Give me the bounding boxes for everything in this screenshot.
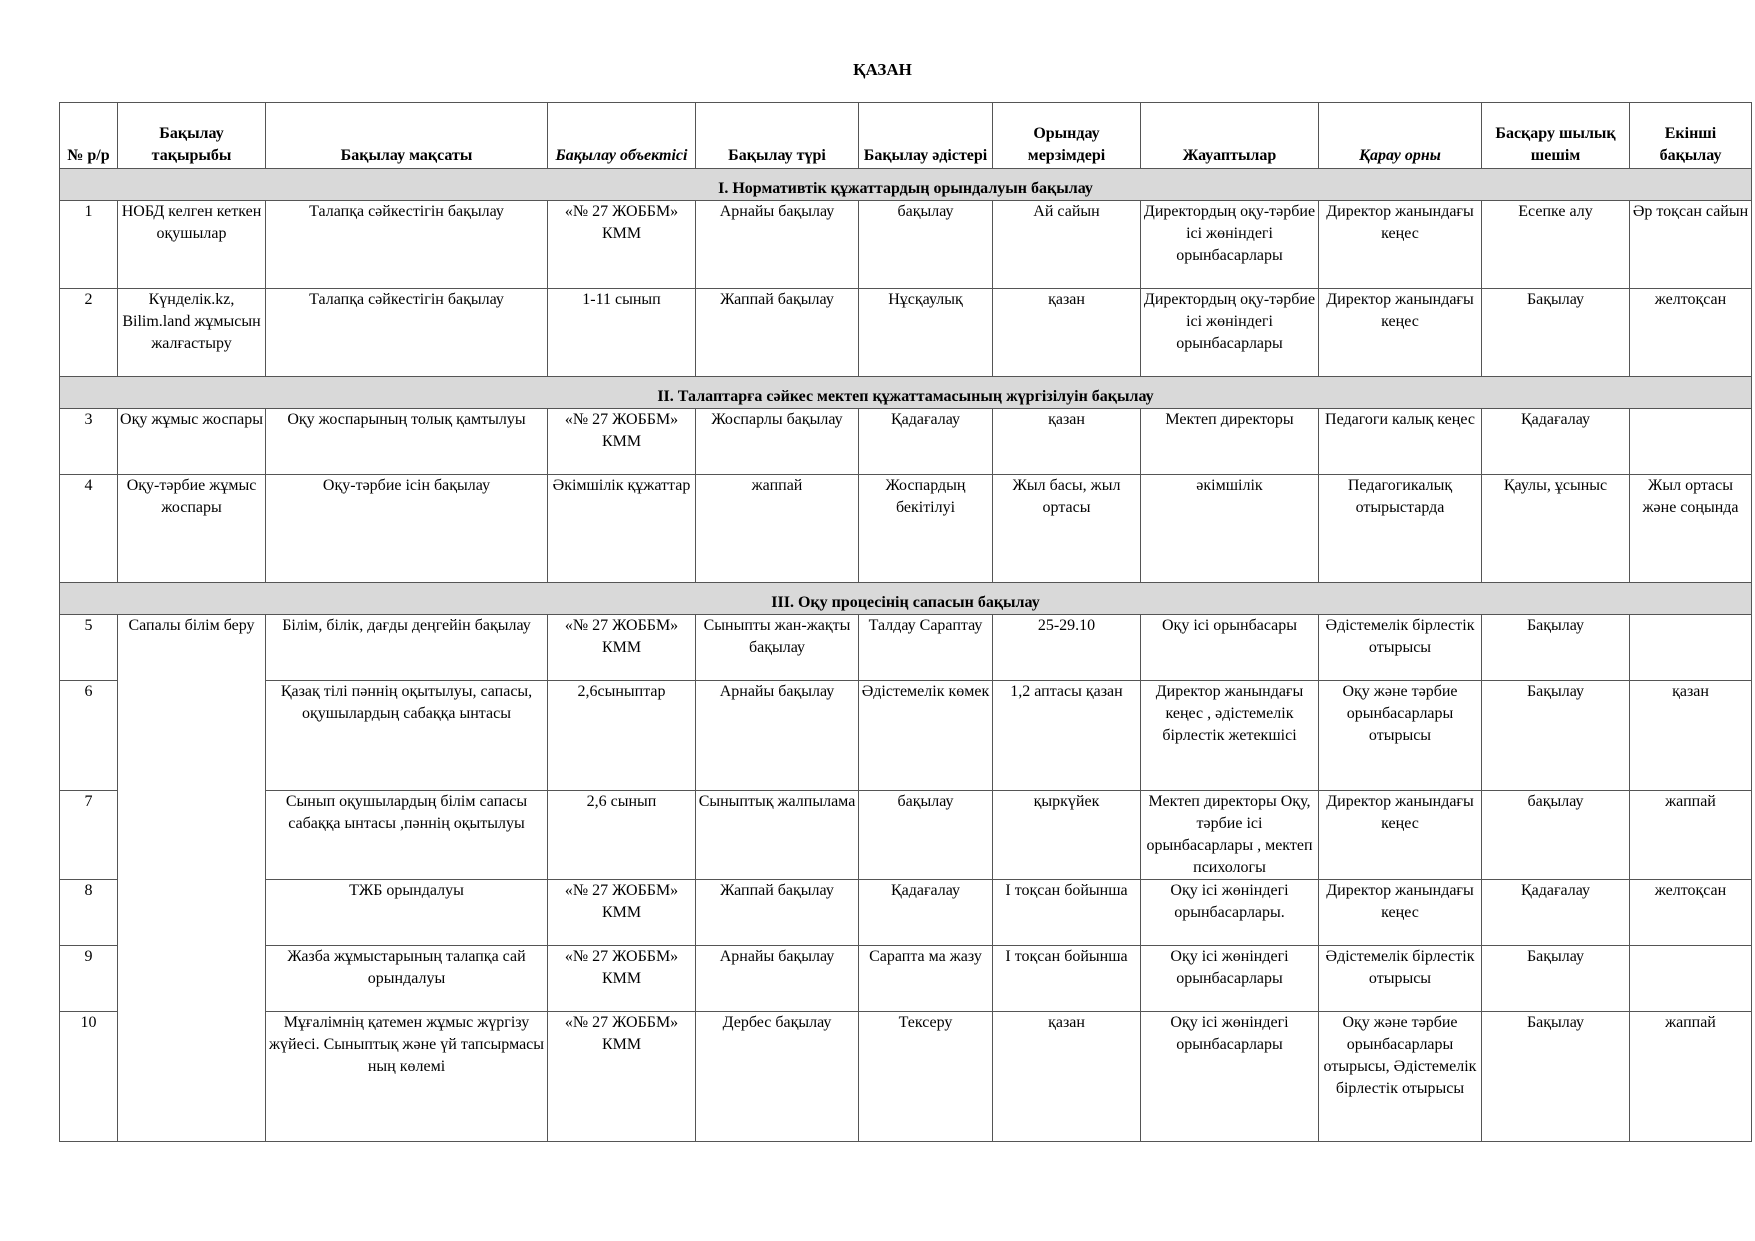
cell-topic: Сапалы білім беру [118,615,266,1142]
cell-object: «№ 27 ЖОББМ» КММ [548,409,696,475]
cell-decision: Бақылау [1482,681,1630,791]
cell-purpose: Сынып оқушылардың білім сапасы сабаққа ынтасы ,пәннің оқытылуы [266,791,548,880]
cell-decision: Қадағалау [1482,880,1630,946]
cell-type: жаппай [696,475,859,583]
cell-review-place: Директор жанындағы кеңес [1319,791,1482,880]
table-row [60,946,1752,1012]
cell-review-place: Директор жанындағы кеңес [1319,289,1482,377]
page-title: ҚАЗАН [853,60,912,79]
cell-review-place: Оқу және тәрбие орынбасарлары отырысы [1319,681,1482,791]
cell-second-control: Жыл ортасы және соңында [1630,475,1752,583]
cell-decision: Бақылау [1482,615,1630,681]
cell-purpose: Мұғалімнің қатемен жұмыс жүргізу жүйесі. Сыныптық және үй тапсырмасы ның көлемі [266,1012,548,1142]
header-row [60,103,1752,169]
cell-object: 1-11 сынып [548,289,696,377]
cell-decision: Есепке алу [1482,201,1630,289]
cell-decision: Бақылау [1482,946,1630,1012]
cell-second-control [1630,409,1752,475]
row-number: 7 [60,791,118,880]
header-methods: Бақылау әдістері [859,103,993,169]
cell-methods: бақылау [859,791,993,880]
cell-second-control: желтоқсан [1630,880,1752,946]
cell-purpose: Қазақ тілі пәннің оқытылуы, сапасы, оқушылардың сабаққа ынтасы [266,681,548,791]
cell-responsible: Мектеп директоры [1141,409,1319,475]
cell-type: Сыныпты жан-жақты бақылау [696,615,859,681]
cell-methods: Қадағалау [859,880,993,946]
cell-review-place: Әдістемелік бірлестік отырысы [1319,615,1482,681]
cell-methods: бақылау [859,201,993,289]
control-plan-table [59,102,1752,1142]
cell-topic: Оқу жұмыс жоспары [118,409,266,475]
table-row [60,681,1752,791]
cell-type: Сыныптық жалпылама [696,791,859,880]
header-purpose: Бақылау мақсаты [266,103,548,169]
cell-type: Арнайы бақылау [696,946,859,1012]
section-row [60,583,1752,615]
row-number: 2 [60,289,118,377]
cell-methods: Жоспардың бекітілуі [859,475,993,583]
cell-second-control: жаппай [1630,791,1752,880]
cell-responsible: әкімшілік [1141,475,1319,583]
cell-purpose: ТЖБ орындалуы [266,880,548,946]
cell-responsible: Оқу ісі жөніндегі орынбасарлары [1141,946,1319,1012]
cell-review-place: Педагоги калық кеңес [1319,409,1482,475]
cell-object: «№ 27 ЖОББМ» КММ [548,201,696,289]
cell-topic: Күнделік.kz, Bilim.land жұмысын жалғастыру [118,289,266,377]
cell-decision: Бақылау [1482,1012,1630,1142]
cell-object: Әкімшілік құжаттар [548,475,696,583]
cell-purpose: Жазба жұмыстарының талапқа сай орындалуы [266,946,548,1012]
table-row [60,1012,1752,1142]
cell-decision: бақылау [1482,791,1630,880]
cell-topic: Оқу-тәрбие жұмыс жоспары [118,475,266,583]
section-row [60,169,1752,201]
cell-second-control: желтоқсан [1630,289,1752,377]
cell-responsible: Директордың оқу-тәрбие ісі жөніндегі орынбасарлары [1141,201,1319,289]
table-row [60,289,1752,377]
table-row [60,201,1752,289]
table-row [60,791,1752,880]
cell-object: 2,6сыныптар [548,681,696,791]
cell-deadline: 25-29.10 [993,615,1141,681]
cell-responsible: Мектеп директоры Оқу, тәрбие ісі орынбасарлары , мектеп психологы [1141,791,1319,880]
cell-review-place: Директор жанындағы кеңес [1319,201,1482,289]
cell-deadline: қазан [993,289,1141,377]
cell-responsible: Директордың оқу-тәрбие ісі жөніндегі орынбасарлары [1141,289,1319,377]
cell-purpose: Талапқа сәйкестігін бақылау [266,289,548,377]
cell-type: Дербес бақылау [696,1012,859,1142]
header-object: Бақылау объектісі [548,103,696,169]
cell-second-control: жаппай [1630,1012,1752,1142]
cell-deadline: қазан [993,409,1141,475]
row-number: 9 [60,946,118,1012]
header-responsible: Жауаптылар [1141,103,1319,169]
cell-deadline: Жыл басы, жыл ортасы [993,475,1141,583]
cell-methods: Сарапта ма жазу [859,946,993,1012]
cell-methods: Қадағалау [859,409,993,475]
header-deadline: Орындау мерзімдері [993,103,1141,169]
cell-review-place: Директор жанындағы кеңес [1319,880,1482,946]
cell-type: Жаппай бақылау [696,289,859,377]
cell-purpose: Оқу жоспарының толық қамтылуы [266,409,548,475]
header-review-place: Қарау орны [1319,103,1482,169]
cell-responsible: Оқу ісі орынбасары [1141,615,1319,681]
cell-responsible: Оқу ісі жөніндегі орынбасарлары. [1141,880,1319,946]
row-number: 3 [60,409,118,475]
section-title: І. Нормативтік құжаттардың орындалуын бақылау [60,169,1752,201]
row-number: 6 [60,681,118,791]
cell-second-control [1630,946,1752,1012]
cell-purpose: Оқу-тәрбие ісін бақылау [266,475,548,583]
cell-second-control [1630,615,1752,681]
cell-type: Арнайы бақылау [696,201,859,289]
cell-purpose: Талапқа сәйкестігін бақылау [266,201,548,289]
cell-methods: Тексеру [859,1012,993,1142]
section-title: ІІІ. Оқу процесінің сапасын бақылау [60,583,1752,615]
row-number: 10 [60,1012,118,1142]
header-second-control: Екінші бақылау [1630,103,1752,169]
cell-decision: Бақылау [1482,289,1630,377]
cell-responsible: Директор жанындағы кеңес , әдістемелік бірлестік жетекшісі [1141,681,1319,791]
row-number: 1 [60,201,118,289]
cell-responsible: Оқу ісі жөніндегі орынбасарлары [1141,1012,1319,1142]
table-row [60,409,1752,475]
cell-second-control: Әр тоқсан сайын [1630,201,1752,289]
cell-deadline: 1,2 аптасы қазан [993,681,1141,791]
header-type: Бақылау түрі [696,103,859,169]
cell-deadline: І тоқсан бойынша [993,946,1141,1012]
cell-methods: Талдау Сараптау [859,615,993,681]
cell-deadline: қазан [993,1012,1141,1142]
row-number: 5 [60,615,118,681]
header-topic: Бақылау тақырыбы [118,103,266,169]
row-number: 8 [60,880,118,946]
cell-type: Жаппай бақылау [696,880,859,946]
table-row [60,615,1752,681]
cell-object: «№ 27 ЖОББМ» КММ [548,880,696,946]
cell-purpose: Білім, білік, дағды деңгейін бақылау [266,615,548,681]
cell-topic: НОБД келген кеткен оқушылар [118,201,266,289]
header-management-decision: Басқару шылық шешім [1482,103,1630,169]
cell-type: Арнайы бақылау [696,681,859,791]
header-number: № р/р [60,103,118,169]
section-row [60,377,1752,409]
cell-methods: Әдістемелік көмек [859,681,993,791]
cell-review-place: Педагогикалық отырыстарда [1319,475,1482,583]
cell-object: «№ 27 ЖОББМ» КММ [548,615,696,681]
table-row [60,880,1752,946]
cell-review-place: Әдістемелік бірлестік отырысы [1319,946,1482,1012]
cell-deadline: Ай сайын [993,201,1141,289]
section-title: ІІ. Талаптарға сәйкес мектеп құжаттамасының жүргізілуін бақылау [60,377,1752,409]
cell-review-place: Оқу және тәрбие орынбасарлары отырысы, Әдістемелік бірлестік отырысы [1319,1012,1482,1142]
cell-deadline: қыркүйек [993,791,1141,880]
cell-object: «№ 27 ЖОББМ» КММ [548,946,696,1012]
cell-type: Жоспарлы бақылау [696,409,859,475]
cell-object: «№ 27 ЖОББМ» КММ [548,1012,696,1142]
cell-object: 2,6 сынып [548,791,696,880]
cell-decision: Қадағалау [1482,409,1630,475]
cell-deadline: І тоқсан бойынша [993,880,1141,946]
cell-decision: Қаулы, ұсыныс [1482,475,1630,583]
row-number: 4 [60,475,118,583]
cell-second-control: қазан [1630,681,1752,791]
cell-methods: Нұсқаулық [859,289,993,377]
table-row [60,475,1752,583]
